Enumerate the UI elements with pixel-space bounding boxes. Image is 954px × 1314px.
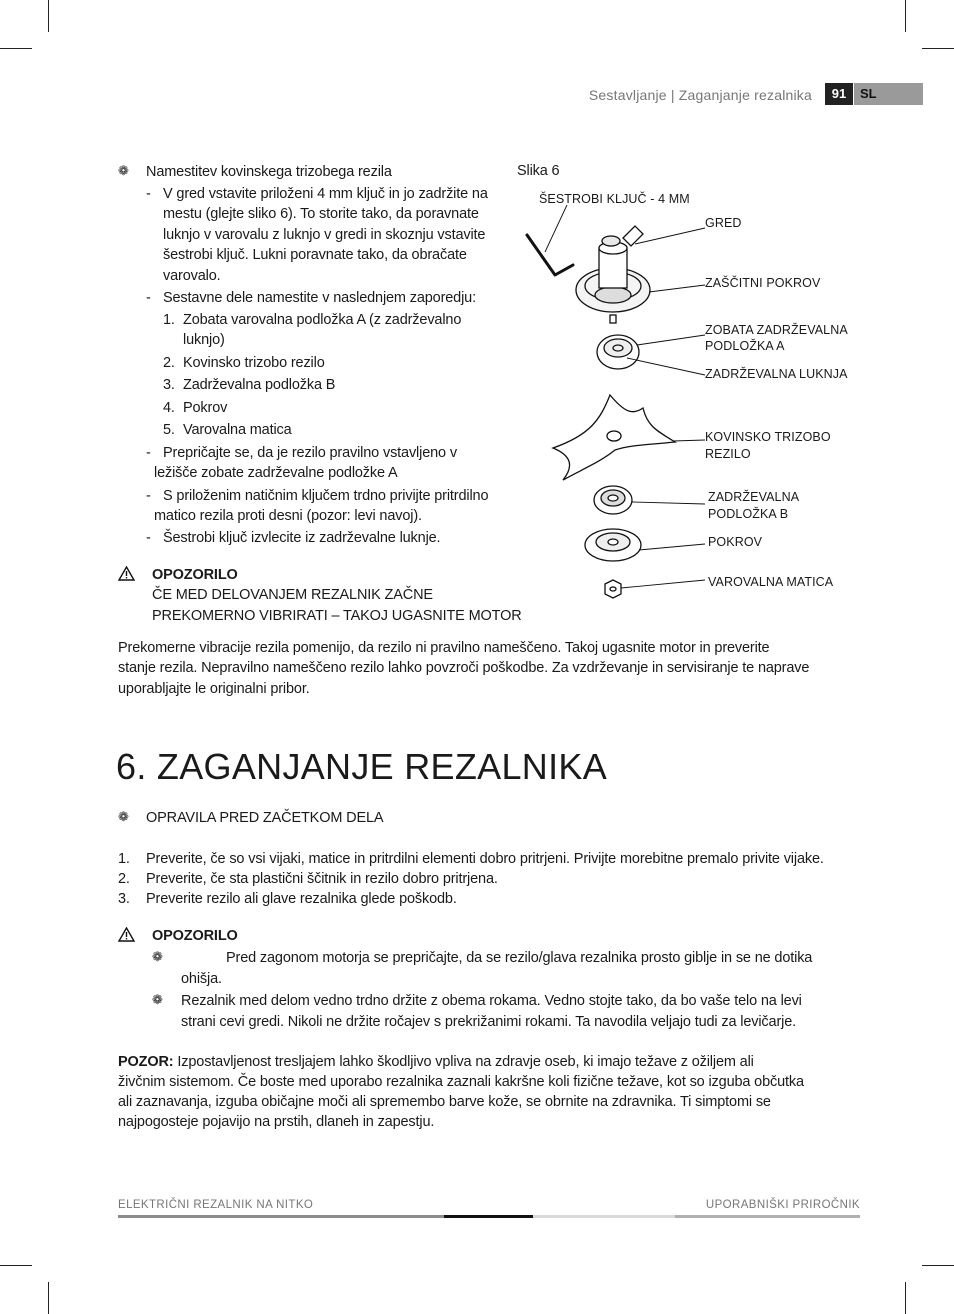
- gear-bullet-icon: ❁: [118, 809, 129, 824]
- crop-mark: [48, 1282, 49, 1314]
- label-hole: ZADRŽEVALNA LUKNJA: [705, 367, 848, 381]
- assembly-intro: Namestitev kovinskega trizobega rezila: [146, 164, 392, 180]
- label-shaft: GRED: [705, 216, 742, 230]
- label-cover: POKROV: [708, 535, 763, 549]
- label-hex-key: ŠESTROBI KLJUČ - 4 MM: [539, 192, 690, 206]
- order-number: 2.: [163, 355, 175, 371]
- warning-title: OPOZORILO: [152, 928, 238, 944]
- order-item: Varovalna matica: [183, 422, 292, 438]
- order-item: Pokrov: [183, 400, 228, 416]
- crop-mark: [0, 48, 32, 49]
- step1-line: šestrobi ključ. Lukni poravnate tako, da obračate: [163, 247, 467, 263]
- check-number: 3.: [118, 891, 130, 907]
- step3-line: ležišče zobate zadrževalne podložke A: [154, 465, 398, 481]
- crop-mark: [905, 1282, 906, 1314]
- section-title: 6. ZAGANJANJE REZALNIKA: [116, 746, 608, 787]
- crop-mark: [905, 0, 906, 32]
- caution-line: ali zaznavanja, izguba običajne moči ali spremembo barve kože, se obrnite na zdravnika. Ti simptomi se: [118, 1094, 771, 1110]
- crop-mark: [0, 1265, 32, 1266]
- order-item: Zadrževalna podložka B: [183, 377, 336, 393]
- label-washer-b: ZADRŽEVALNA: [708, 490, 800, 504]
- check-item: Preverite, če sta plastični ščitnik in rezilo dobro pritrjena.: [146, 871, 498, 887]
- blade-drawing: [553, 395, 675, 480]
- check-item: Preverite rezilo ali glave rezalnika glede poškodb.: [146, 891, 457, 907]
- label-nut: VAROVALNA MATICA: [708, 575, 834, 589]
- dash: -: [146, 530, 151, 546]
- caution-text: Izpostavljenost tresljajem lahko škodljivo vpliva na zdravje oseb, ki imajo težave z ožiljem ali: [177, 1054, 754, 1070]
- paragraph-line: stanje rezila. Nepravilno nameščeno rezilo lahko povzroči poškodbe. Za vzdrževanje in servisiranje te naprave: [118, 660, 810, 676]
- warning-item-line: strani cevi gredi. Nikoli ne držite ročajev s prekrižanimi rokami. Ta navodila veljajo tudi za levičarje.: [181, 1014, 796, 1030]
- dash: -: [146, 445, 151, 461]
- dash: -: [146, 290, 151, 306]
- order-number: 3.: [163, 377, 175, 393]
- warning-item-line: ohišja.: [181, 971, 222, 987]
- gear-bullet-icon: ❁: [152, 949, 163, 964]
- crop-mark: [48, 0, 49, 32]
- label-guard: ZAŠČITNI POKROV: [705, 276, 821, 290]
- order-number: 5.: [163, 422, 175, 438]
- caution-label: POZOR:: [118, 1054, 174, 1070]
- step1-line: mestu (glejte sliko 6). To storite tako, da poravnate: [163, 206, 479, 222]
- gear-bullet-icon: ❁: [152, 992, 163, 1007]
- breadcrumb: Sestavljanje | Zaganjanje rezalnika: [588, 87, 812, 103]
- check-number: 2.: [118, 871, 130, 887]
- dash: -: [146, 488, 151, 504]
- warning-triangle-icon: [118, 927, 135, 942]
- prework-heading: OPRAVILA PRED ZAČETKOM DELA: [146, 810, 384, 826]
- warning-line: PREKOMERNO VIBRIRATI – TAKOJ UGASNITE MOTOR: [152, 608, 522, 624]
- warning-item-line: Pred zagonom motorja se prepričajte, da se rezilo/glava rezalnika prosto giblje in se ne dotika: [226, 950, 813, 966]
- paragraph-line: Prekomerne vibracije rezila pomenijo, da rezilo ni pravilno nameščeno. Takoj ugasnite motor in preverite: [118, 640, 770, 656]
- label-washer-a: ZOBATA ZADRŽEVALNA: [705, 323, 848, 337]
- check-item: Preverite, če so vsi vijaki, matice in pritrdilni elementi dobro pritrjeni. Privijte morebitne premalo privite vijake.: [146, 851, 824, 867]
- warning-item-line: Rezalnik med delom vedno trdno držite z obema rokama. Vedno stojte tako, da bo vaše telo na levi: [181, 993, 802, 1009]
- dash: -: [146, 186, 151, 202]
- assembly-diagram: [515, 180, 715, 605]
- label-washer-a: PODLOŽKA A: [705, 339, 785, 353]
- step2-text: Sestavne dele namestite v naslednjem zaporedju:: [163, 290, 476, 306]
- step3-line: Prepričajte se, da je rezilo pravilno vstavljeno v: [163, 445, 457, 461]
- footer-left: ELEKTRIČNI REZALNIK NA NITKO: [118, 1199, 314, 1211]
- order-item: Kovinsko trizobo rezilo: [183, 355, 325, 371]
- figure-caption: Slika 6: [517, 163, 560, 179]
- step4-line: S priloženim natičnim ključem trdno privijte pritrdilno: [163, 488, 489, 504]
- order-number: 1.: [163, 312, 175, 328]
- warning-triangle-icon: [118, 566, 135, 581]
- page-number: 91: [825, 83, 853, 105]
- crop-mark: [922, 1265, 954, 1266]
- warning-line: ČE MED DELOVANJEM REZALNIK ZAČNE: [152, 587, 433, 603]
- step4-line: matico rezila proti desni (pozor: levi navoj).: [154, 508, 422, 524]
- step1-line: varovalo.: [163, 268, 221, 284]
- footer-rule: [118, 1215, 860, 1218]
- step1-line: V gred vstavite priloženi 4 mm ključ in jo zadržite na: [163, 186, 488, 202]
- step5-text: Šestrobi ključ izvlecite iz zadrževalne luknje.: [163, 530, 441, 546]
- paragraph-line: uporabljajte le originalni pribor.: [118, 681, 310, 697]
- caution-line: najpogosteje pojavijo na prstih, dlaneh in zapestju.: [118, 1114, 435, 1130]
- step1-line: luknjo v varovalu z luknjo v gredi in skoznju vstavite: [163, 227, 486, 243]
- gear-bullet-icon: ❁: [118, 163, 129, 178]
- crop-mark: [922, 48, 954, 49]
- label-blade: KOVINSKO TRIZOBO: [705, 430, 831, 444]
- check-number: 1.: [118, 851, 130, 867]
- language-tab: SL: [854, 83, 923, 105]
- footer-right: UPORABNIŠKI PRIROČNIK: [705, 1199, 860, 1211]
- nut-drawing: [605, 580, 621, 598]
- order-number: 4.: [163, 400, 175, 416]
- label-washer-b: PODLOŽKA B: [708, 507, 789, 521]
- order-item: Zobata varovalna podložka A (z zadrževalno: [183, 312, 462, 328]
- label-blade: REZILO: [705, 447, 751, 461]
- caution-line: živčnim sistemom. Če boste med uporabo rezalnika zaznali kakršne koli fizične težave, kot so izguba občutka: [118, 1074, 804, 1090]
- order-item: luknjo): [183, 332, 225, 348]
- caution-first-line: [118, 1052, 754, 1073]
- warning-title: OPOZORILO: [152, 567, 238, 583]
